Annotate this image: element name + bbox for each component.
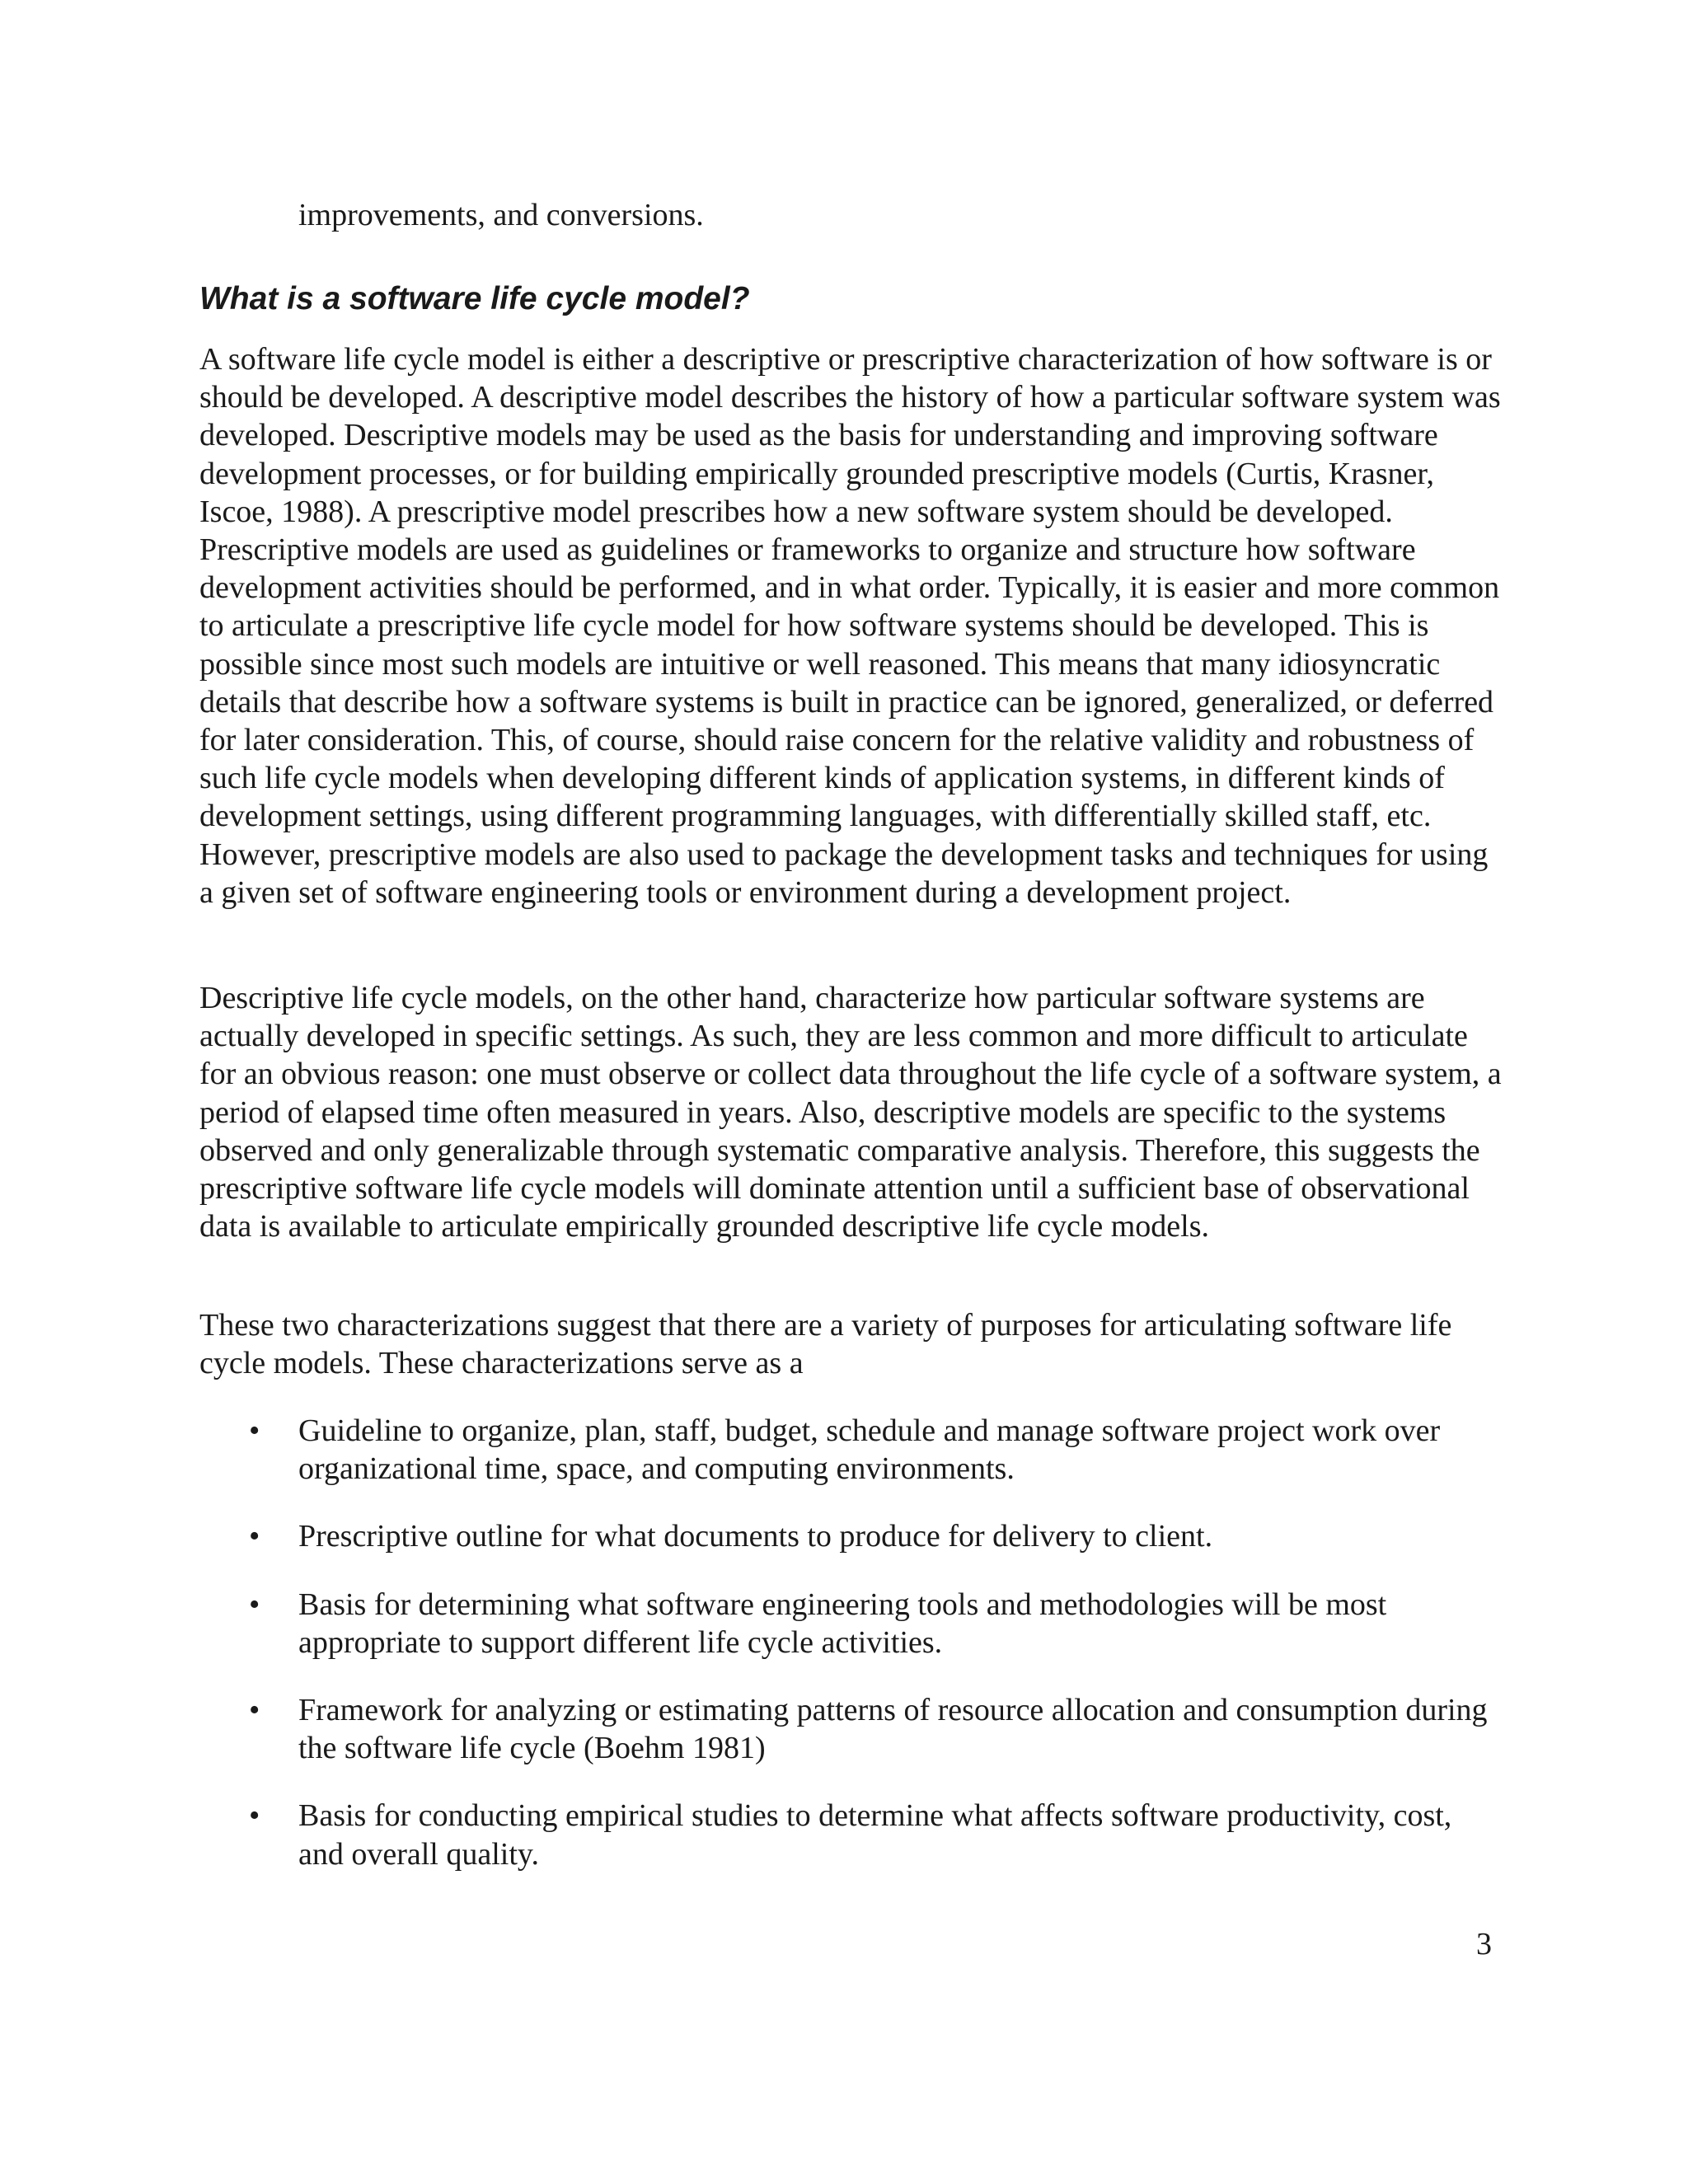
bullet-icon: • (249, 1693, 260, 1728)
bullet-icon: • (249, 1413, 260, 1448)
list-item-text: Prescriptive outline for what documents to produce for delivery to client. (298, 1519, 1213, 1554)
list-item-text: Framework for analyzing or estimating patterns of resource allocation and consumption during the software life cycle (Boehm 1981) (298, 1693, 1488, 1766)
purpose-list (199, 1412, 1502, 1903)
continuation-text: improvements, and conversions. (298, 198, 704, 232)
paragraph-2: Descriptive life cycle models, on the other hand, characterize how particular software systems are actually developed in specific settings. As such, they are less common and more difficult to articulate for an obvious reason: one must observe or collect data throughout the life cycle of a software system, a period of elapsed time often measured in years. Also, descriptive models are specific to the systems observed and only generalizable through systematic comparative analysis. Therefore, this suggests the prescriptive software life cycle models will dominate attention until a sufficient base of observational data is available to articulate empirically grounded descriptive life cycle models. (199, 981, 1502, 1244)
bullet-icon: • (249, 1798, 260, 1834)
list-item (199, 1517, 1502, 1555)
paragraph-1: A software life cycle model is either a descriptive or prescriptive characterization of how software is or should be developed. A descriptive model describes the history of how a particular software system was developed. Descriptive models may be used as the basis for understanding and improving software development processes, or for building empirically grounded prescriptive models (Curtis, Krasner, Iscoe, 1988). A prescriptive model prescribes how a new software system should be developed. Prescriptive models are used as guidelines or frameworks to organize and structure how software development activities should be performed, and in what order. Typically, it is easier and more common to articulate a prescriptive life cycle model for how software systems should be developed. This is possible since most such models are intuitive or well reasoned. This means that many idiosyncratic details that describe how a software systems is built in practice can be ignored, generalized, or deferred for later consideration. This, of course, should raise concern for the relative validity and robustness of such life cycle models when developing different kinds of application systems, in different kinds of development settings, using different programming languages, with differentially skilled staff, etc. However, prescriptive models are also used to package the development tasks and techniques for using a given set of software engineering tools or environment during a development project. (199, 342, 1501, 910)
page-number: 3 (1476, 1927, 1492, 1961)
list-item-text: Guideline to organize, plan, staff, budget, schedule and manage software project work over organizational time, space, and computing environments. (298, 1413, 1441, 1487)
section-heading: What is a software life cycle model? (199, 281, 750, 316)
paragraph-3: These two characterizations suggest that there are a variety of purposes for articulating software life cycle models. These characterizations serve as a (199, 1308, 1452, 1381)
list-item-text: Basis for determining what software engineering tools and methodologies will be most appropriate to support different life cycle activities. (298, 1586, 1387, 1660)
bullet-icon: • (249, 1519, 260, 1554)
bullet-icon: • (249, 1586, 260, 1622)
list-item (199, 1797, 1502, 1872)
list-item (199, 1691, 1502, 1767)
list-item-text: Basis for conducting empirical studies to determine what affects software productivity, cost, and overall quality. (298, 1798, 1452, 1872)
list-item (199, 1586, 1502, 1661)
list-item (199, 1412, 1502, 1488)
